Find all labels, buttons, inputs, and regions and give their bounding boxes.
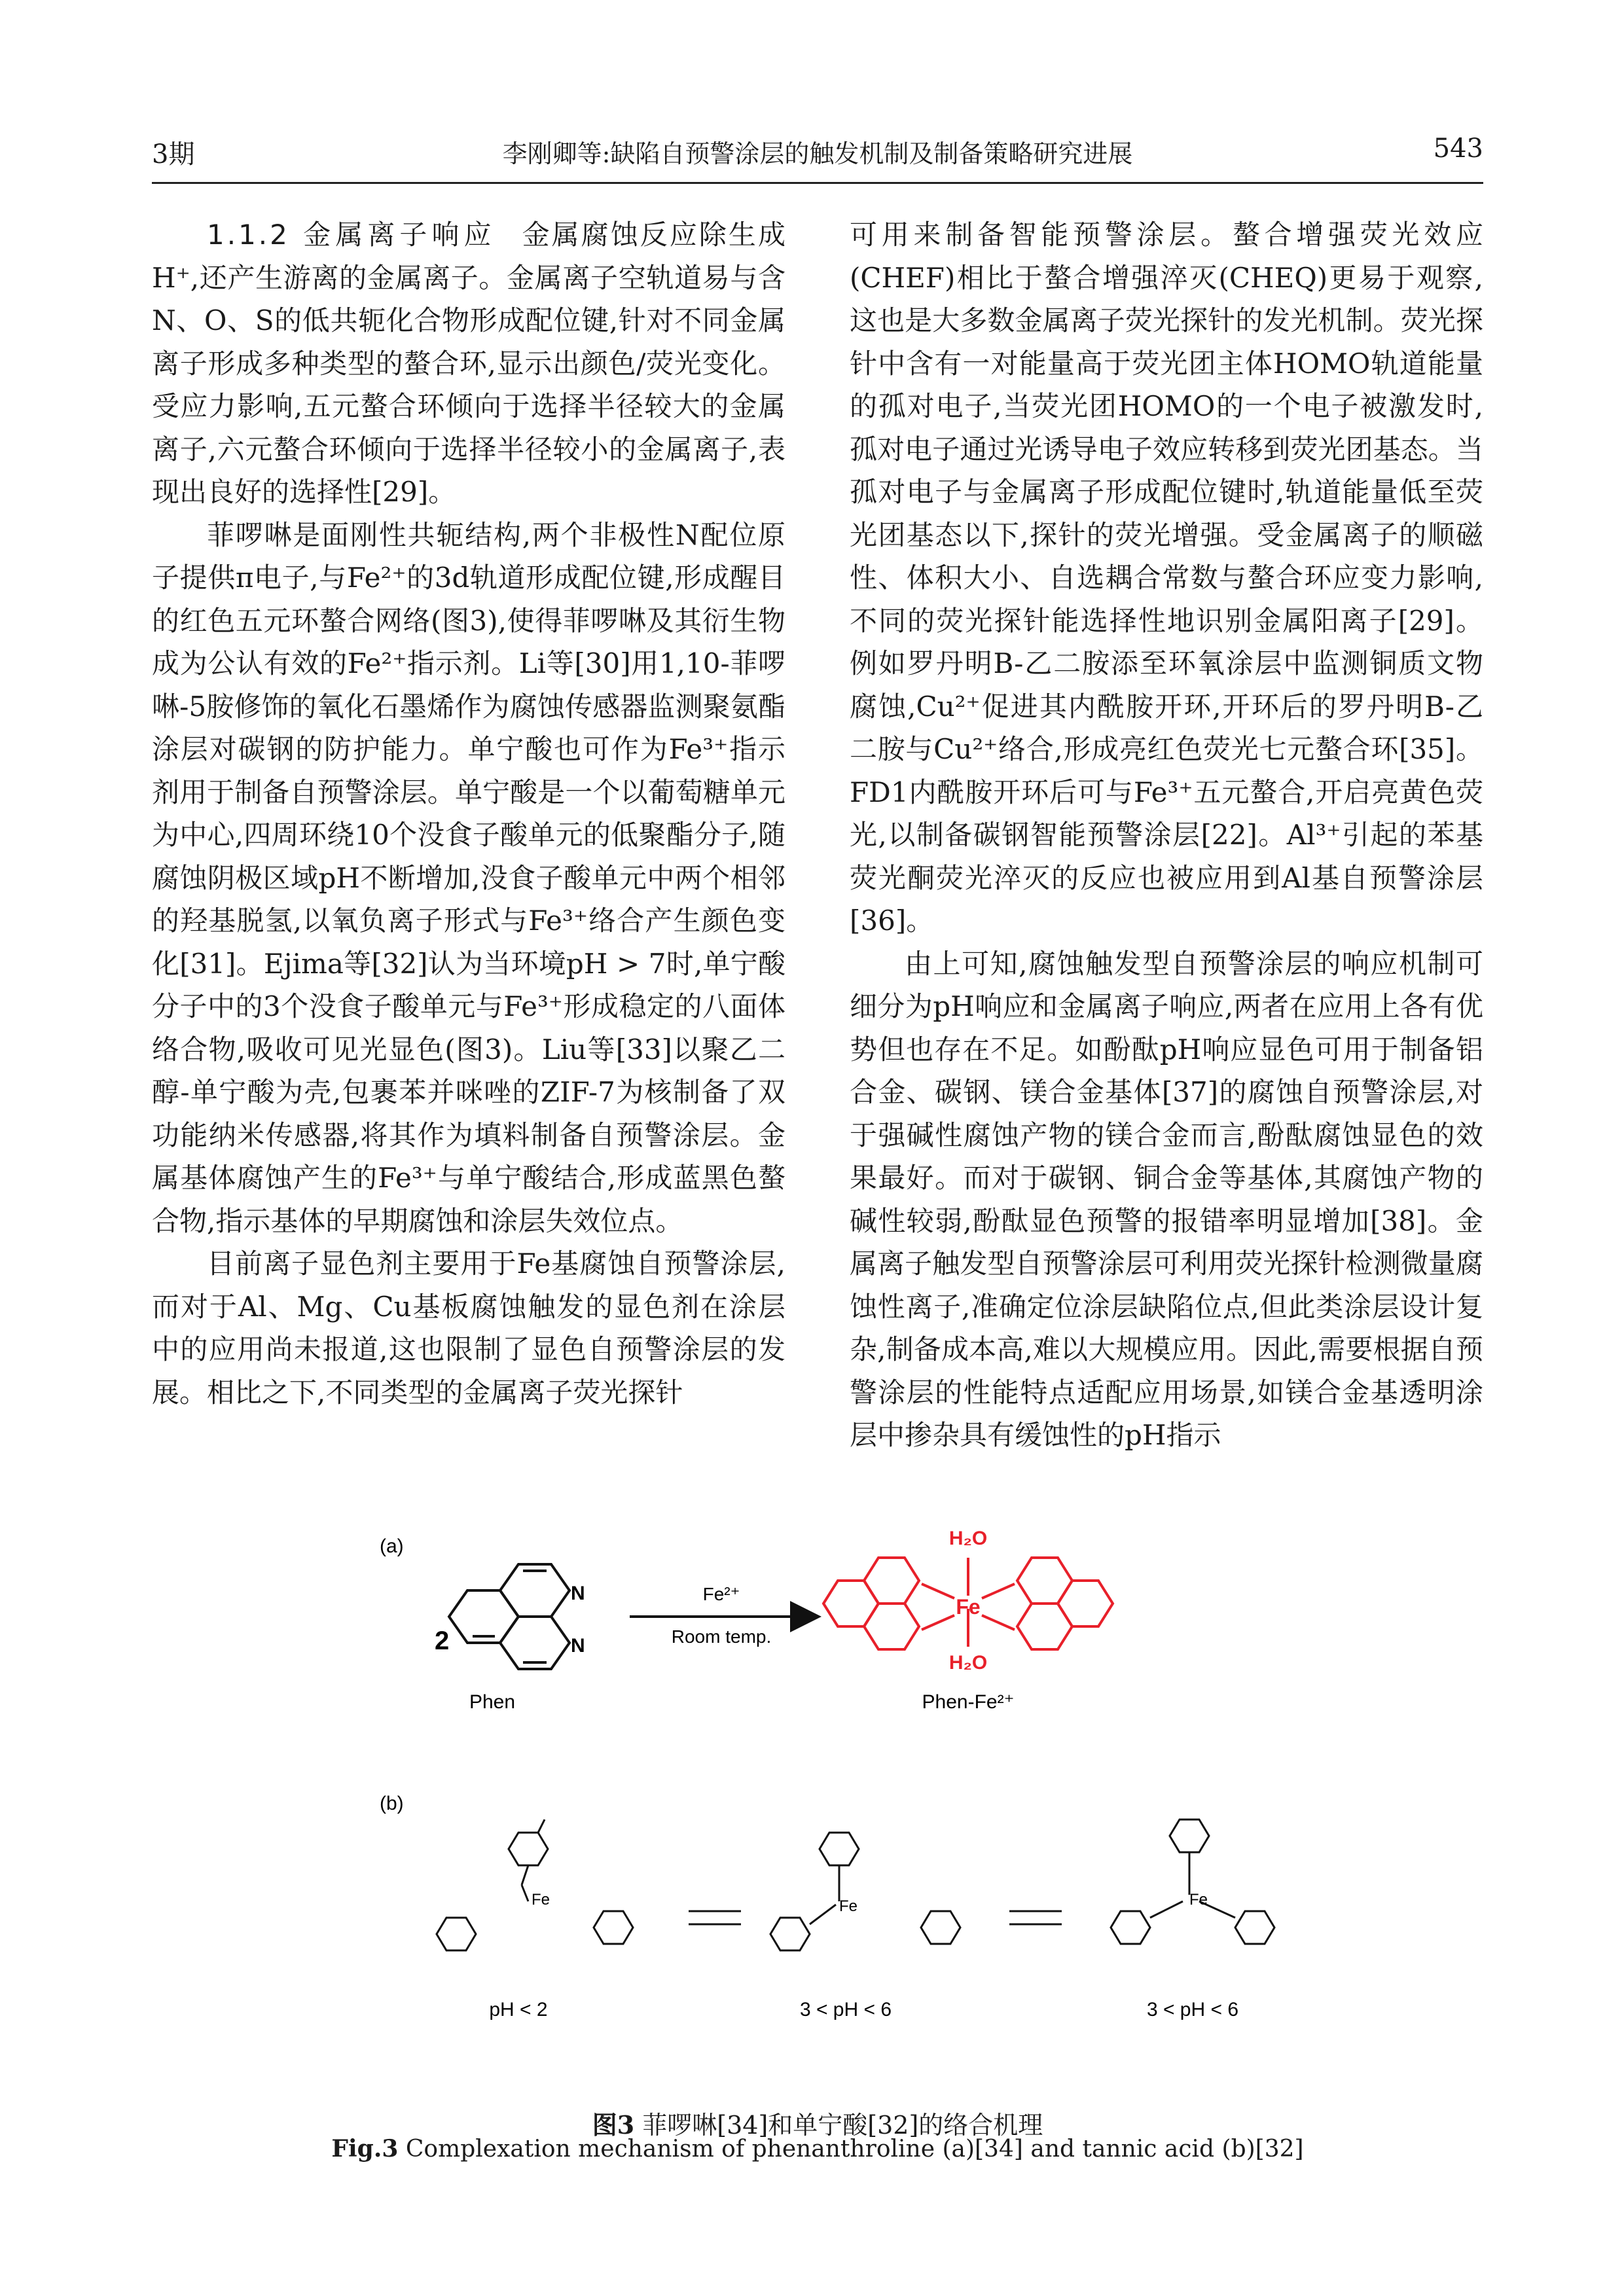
nitrogen-label-1: N xyxy=(571,1583,585,1604)
left-column xyxy=(152,213,785,1414)
panel-b-label: (b) xyxy=(380,1793,404,1814)
paragraph-text: 金属腐蚀反应除生成H⁺,还产生游离的金属离子。金属离子空轨道易与含N、O、S的低共轭化合物形成配位键,针对不同金属离子形成多种类型的螯合环,显示出颜色/荧光变化。受应力影响,五元螯合环倾向于选择半径较大的金属离子,六元螯合环倾向于选择半径较小的金属离子,表现出良好的选择性[29]。 xyxy=(152,219,785,508)
ph-condition-3: 3 < pH < 6 xyxy=(1146,1999,1239,2020)
right-column xyxy=(850,213,1483,1457)
section-heading: 1.1.2 金属离子响应 xyxy=(207,219,496,251)
caption-en-text: Complexation mechanism of phenanthroline (a)[34] and tannic acid (b)[32] xyxy=(405,2136,1304,2162)
iron-label-b2: Fe xyxy=(839,1897,858,1915)
paragraph-fluorescent-probes: 可用来制备智能预警涂层。螯合增强荧光效应(CHEF)相比于螯合增强淬灭(CHEQ)更易于观察,这也是大多数金属离子荧光探针的发光机制。荧光探针中含有一对能量高于荧光团主体HOMO轨道能量的孤对电子,当荧光团HOMO的一个电子被激发时,孤对电子通过光诱导电子效应转移到荧光团基态。当孤对电子与金属离子形成配位键时,轨道能量低至荧光团基态以下,探针的荧光增强。受金属离子的顺磁性、体积大小、自选耦合常数与螯合环应变力影响,不同的荧光探针能选择性地识别金属阳离子[29]。例如罗丹明B-乙二胺添至环氧涂层中监测铜质文物腐蚀,Cu²⁺促进其内酰胺开环,开环后的罗丹明B-乙二胺与Cu²⁺络合,形成亮红色荧光七元螯合环[35]。FD1内酰胺开环后可与Fe³⁺五元螯合,开启亮黄色荧光,以制备碳钢智能预警涂层[22]。Al³⁺引起的苯基荧光酮荧光淬灭的反应也被应用到Al基自预警涂层[36]。 xyxy=(850,219,1483,937)
caption-cn-text: 菲啰啉[34]和单宁酸[32]的络合机理 xyxy=(642,2111,1043,2140)
panel-a-label: (a) xyxy=(380,1535,404,1557)
figure-3 xyxy=(152,1518,1483,2075)
stoichiometric-coefficient: 2 xyxy=(435,1626,450,1655)
running-title: 李刚卿等:缺陷自预警涂层的触发机制及制备策略研究进展 xyxy=(502,139,1133,168)
figure-3-graphic xyxy=(152,1518,1483,2075)
caption-en-label: Fig.3 xyxy=(331,2135,399,2162)
ph-condition-2: 3 < pH < 6 xyxy=(799,1999,892,2020)
running-header xyxy=(152,134,1483,173)
product-label: Phen-Fe²⁺ xyxy=(922,1691,1015,1713)
figure-caption-en xyxy=(152,2135,1483,2162)
water-label-top: H₂O xyxy=(948,1528,988,1549)
paragraph-summary: 由上可知,腐蚀触发型自预警涂层的响应机制可细分为pH响应和金属离子响应,两者在应用上各有优势但也存在不足。如酚酞pH响应显色可用于制备铝合金、碳钢、镁合金基体[37]的腐蚀自预警涂层,对于强碱性腐蚀产物的镁合金而言,酚酞腐蚀显色的效果最好。而对于碳钢、铜合金等基体,其腐蚀产物的碱性较弱,酚酞显色预警的报错率明显增加[38]。金属离子触发型自预警涂层可利用荧光探针检测微量腐蚀性离子,准确定位涂层缺陷位点,但此类涂层设计复杂,制备成本高,难以大规模应用。因此,需要根据自预警涂层的性能特点适配应用场景,如镁合金基透明涂层中掺杂具有缓蚀性的pH指示 xyxy=(850,947,1483,1451)
tannic-acid-ph-lt-2 xyxy=(437,1820,633,1950)
reactant-label: Phen xyxy=(469,1691,516,1713)
iron-label: Fe xyxy=(956,1595,981,1619)
header-rule xyxy=(152,182,1483,184)
equilibrium-arrows xyxy=(689,1911,1062,1924)
iron-label-b1: Fe xyxy=(532,1891,550,1909)
issue-number: 3期 xyxy=(152,139,195,170)
paragraph-ion-chromogenic: 目前离子显色剂主要用于Fe基腐蚀自预警涂层,而对于Al、Mg、Cu基板腐蚀触发的显色剂在涂层中的应用尚未报道,这也限制了显色自预警涂层的发展。相比之下,不同类型的金属离子荧光探针 xyxy=(152,1247,785,1408)
nitrogen-label-2: N xyxy=(571,1635,585,1657)
reagent-label: Fe²⁺ xyxy=(702,1584,740,1604)
paragraph-phenanthroline: 菲啰啉是面刚性共轭结构,两个非极性N配位原子提供π电子,与Fe²⁺的3d轨道形成配位键,形成醒目的红色五元环螯合网络(图3),使得菲啰啉及其衍生物成为公认有效的Fe²⁺指示剂。Li等[30]用1,10-菲啰啉-5胺修饰的氧化石墨烯作为腐蚀传感器监测聚氨酯涂层对碳钢的防护能力。单宁酸也可作为Fe³⁺指示剂用于制备自预警涂层。单宁酸是一个以葡萄糖单元为中心,四周环绕10个没食子酸单元的低聚酯分子,随腐蚀阴极区域pH不断增加,没食子酸单元中两个相邻的羟基脱氢,以氧负离子形式与Fe³⁺络合产生颜色变化[31]。Ejima等[32]认为当环境pH > 7时,单宁酸分子中的3个没食子酸单元与Fe³⁺形成稳定的八面体络合物,吸收可见光显色(图3)。Liu等[33]以聚乙二醇-单宁酸为壳,包裹苯并咪唑的ZIF-7为核制备了双功能纳米传感器,将其作为填料制备自预警涂层。金属基体腐蚀产生的Fe³⁺与单宁酸结合,形成蓝黑色螯合物,指示基体的早期腐蚀和涂层失效位点。 xyxy=(152,518,785,1237)
ph-condition-1: pH < 2 xyxy=(489,1999,548,2020)
page-number: 543 xyxy=(1433,134,1483,164)
tannic-acid-intermediate xyxy=(770,1833,960,1950)
phenanthroline-structure xyxy=(449,1564,569,1669)
tannic-acid-octahedral xyxy=(1111,1820,1274,1944)
water-label-bottom: H₂O xyxy=(948,1652,988,1674)
caption-cn-label: 图3 xyxy=(592,2110,635,2140)
paragraph-metal-ion-response xyxy=(152,213,785,514)
condition-label: Room temp. xyxy=(671,1626,772,1647)
iron-label-b3: Fe xyxy=(1189,1891,1208,1909)
